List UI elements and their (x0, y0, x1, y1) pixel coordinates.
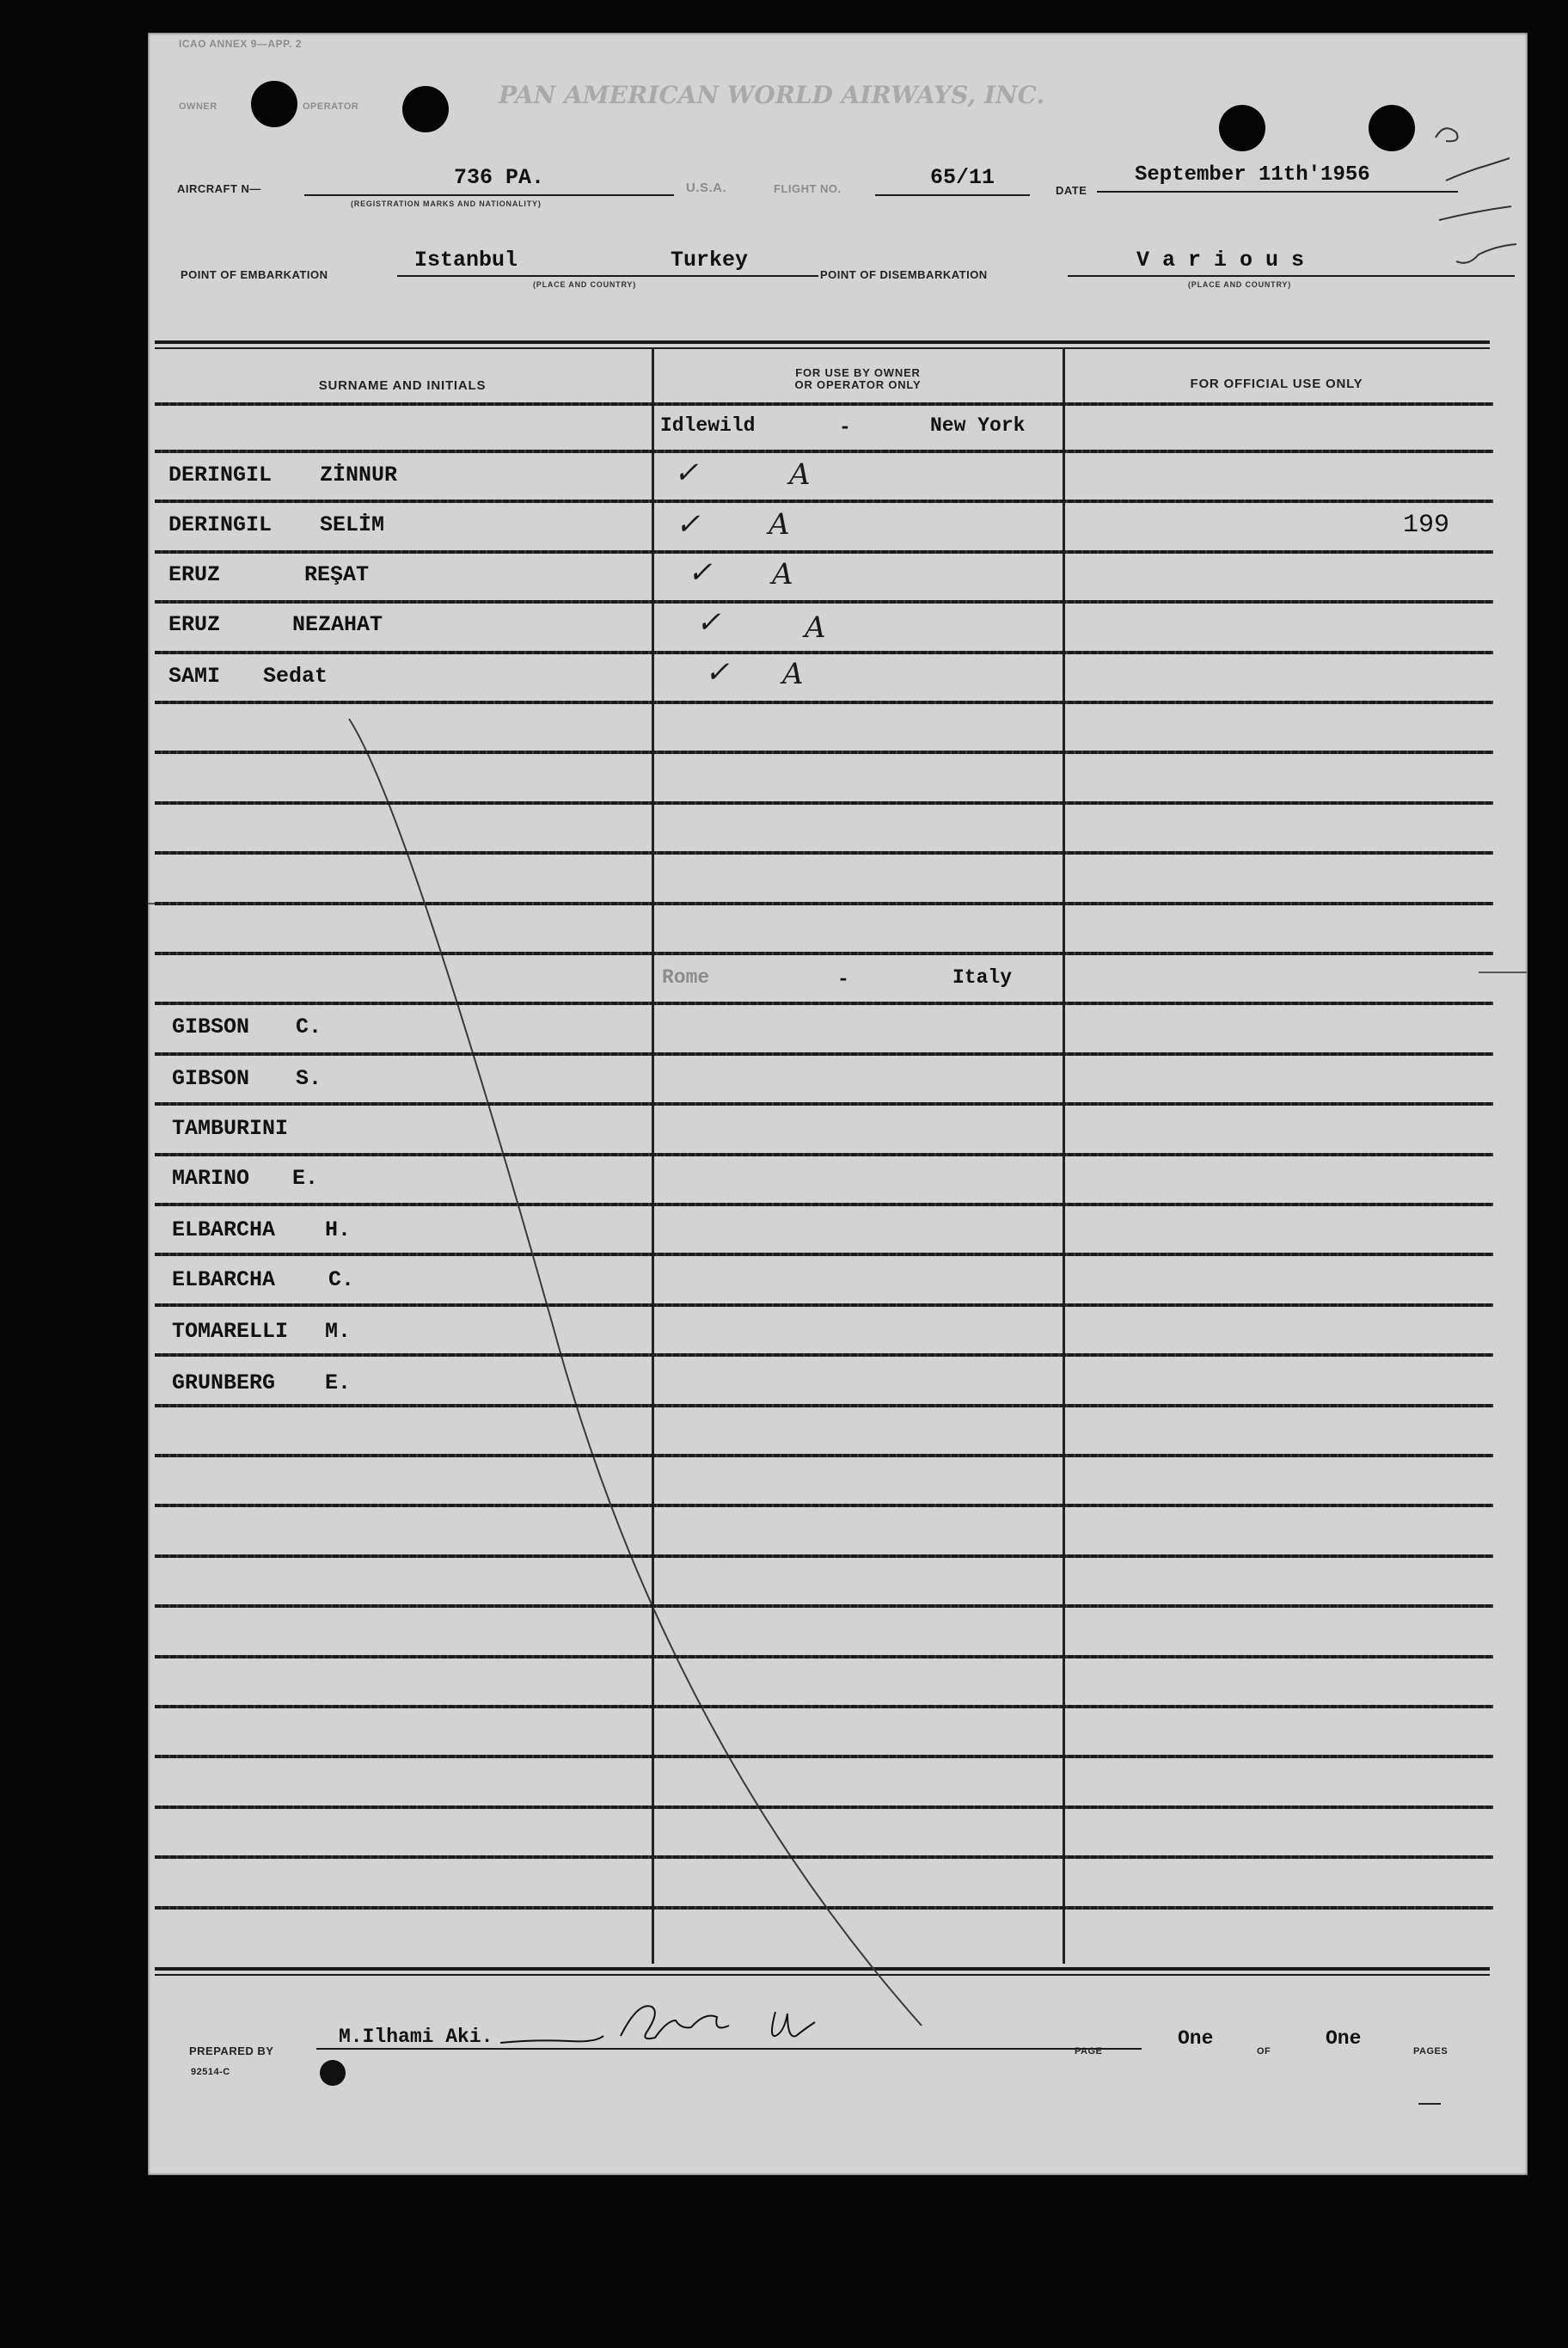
passenger-surname: ERUZ (168, 562, 221, 587)
passenger-surname: MARINO (172, 1166, 250, 1191)
passenger-surname: ELBARCHA (172, 1267, 276, 1292)
embark-city: Istanbul (414, 248, 518, 273)
handwritten-mark: A (805, 610, 826, 645)
stamp-dot (320, 2060, 346, 2086)
disembark-label: POINT OF DISEMBARKATION (820, 268, 988, 281)
passenger-surname: SAMI (168, 664, 221, 689)
table-rule-line (155, 1504, 1493, 1507)
owner-label: OWNER (179, 101, 217, 112)
table-rule-line (155, 801, 1493, 805)
margin-mark (1479, 972, 1527, 973)
passenger-initials: E. (325, 1370, 352, 1395)
table-rule-line (155, 1002, 1493, 1005)
aircraft-value: 736 PA. (454, 165, 545, 190)
table-rule-line (155, 1755, 1493, 1758)
handwritten-mark: A (789, 457, 811, 492)
passenger-initials: REŞAT (304, 562, 370, 587)
table-rule-line (155, 1554, 1493, 1558)
form-code: 92514-C (191, 2067, 230, 2077)
passenger-initials: C. (296, 1015, 322, 1039)
table-rule-line (155, 600, 1493, 604)
col-owner-header-2: OR OPERATOR ONLY (794, 378, 922, 391)
passenger-initials: C. (328, 1267, 355, 1292)
disembark-place-sublabel: (PLACE AND COUNTRY) (1188, 280, 1292, 289)
col-owner-header-1: FOR USE BY OWNER (795, 366, 921, 379)
nationality-value: U.S.A. (686, 181, 727, 195)
passenger-surname: TOMARELLI (172, 1319, 289, 1344)
passenger-surname: GRUNBERG (172, 1370, 276, 1395)
table-rule-line (155, 1303, 1493, 1307)
page-label: PAGE (1075, 2046, 1103, 2057)
page-value: One (1178, 2027, 1214, 2050)
route1-dash: - (839, 416, 851, 438)
table-rule-line (155, 1203, 1493, 1206)
handwritten-mark: A (769, 507, 790, 542)
margin-mark (1418, 2103, 1441, 2105)
check-mark: ✓ (705, 655, 730, 690)
table-rule-line (155, 450, 1493, 453)
annex-label: ICAO ANNEX 9—APP. 2 (179, 38, 302, 50)
table-rule-line (155, 1052, 1493, 1056)
table-rule-line (155, 550, 1493, 554)
route2-from: Rome (662, 966, 710, 989)
disembark-value: V a r i o u s (1136, 248, 1305, 273)
route1-from: Idlewild (660, 414, 756, 437)
signature (492, 1986, 887, 2063)
check-mark: ✓ (696, 605, 721, 640)
route2-to: Italy (952, 966, 1013, 989)
table-rule-line (155, 1705, 1493, 1708)
aircraft-label: AIRCRAFT N— (177, 182, 261, 195)
date-label: DATE (1056, 184, 1087, 197)
check-mark: ✓ (676, 507, 701, 542)
passenger-initials: Sedat (263, 664, 328, 689)
passenger-initials: ZİNNUR (320, 463, 398, 487)
official-number: 199 (1403, 511, 1450, 540)
passenger-initials: H. (325, 1217, 352, 1242)
col-surname-header: SURNAME AND INITIALS (318, 378, 487, 393)
passenger-surname: ELBARCHA (172, 1217, 276, 1242)
date-value: September 11th'1956 (1135, 163, 1370, 187)
embark-label: POINT OF EMBARKATION (181, 268, 328, 281)
route2-dash: - (837, 968, 849, 990)
handwritten-mark: A (782, 657, 804, 691)
passenger-surname: GIBSON (172, 1015, 250, 1039)
prepared-value: M.Ilhami Aki. (339, 2026, 493, 2048)
table-rule-line (155, 902, 1493, 905)
table-rule-line (155, 1153, 1493, 1156)
of-label: OF (1257, 2046, 1271, 2057)
table-rule-line (155, 952, 1493, 955)
passenger-surname: TAMBURINI (172, 1116, 289, 1141)
table-rule-line (155, 851, 1493, 855)
flight-label: FLIGHT NO. (774, 182, 842, 195)
table-rule-line (155, 1404, 1493, 1407)
handwritten-mark: A (772, 557, 793, 592)
table-rule-line (155, 1906, 1493, 1910)
passenger-surname: DERINGIL (168, 512, 273, 537)
passenger-initials: E. (292, 1166, 319, 1191)
flight-value: 65/11 (930, 165, 995, 190)
table-rule-line (155, 402, 1493, 406)
passenger-surname: DERINGIL (168, 463, 273, 487)
embark-place-sublabel: (PLACE AND COUNTRY) (533, 280, 637, 289)
passenger-initials: S. (296, 1066, 322, 1091)
of-value: One (1326, 2027, 1362, 2050)
passenger-initials: SELİM (320, 512, 385, 537)
passenger-surname: ERUZ (168, 612, 221, 637)
check-mark: ✓ (688, 555, 713, 590)
table-rule-line (155, 1805, 1493, 1809)
table-rule-line (155, 651, 1493, 654)
route1-to: New York (930, 414, 1026, 437)
table-rule-line (155, 701, 1493, 704)
table-rule-line (155, 1454, 1493, 1457)
table-rule-line (155, 1655, 1493, 1658)
embark-country: Turkey (671, 248, 749, 273)
table-rule-line (155, 1102, 1493, 1106)
table-rule-line (155, 1855, 1493, 1859)
check-mark: ✓ (674, 456, 699, 490)
table-rule-line (155, 1253, 1493, 1256)
table-rule-line (155, 1604, 1493, 1608)
operator-label: OPERATOR (303, 101, 359, 112)
registration-sublabel: (REGISTRATION MARKS AND NATIONALITY) (351, 199, 542, 208)
passenger-initials: M. (325, 1319, 352, 1344)
col-official-header: FOR OFFICIAL USE ONLY (1190, 377, 1363, 391)
table-rule-line (155, 751, 1493, 754)
pages-label: PAGES (1413, 2046, 1449, 2057)
passenger-surname: GIBSON (172, 1066, 250, 1091)
table-rule-line (155, 500, 1493, 503)
table-rule-line (155, 1353, 1493, 1357)
owner-operator-value: PAN AMERICAN WORLD AIRWAYS, INC. (499, 81, 1045, 109)
prepared-label: PREPARED BY (189, 2045, 274, 2057)
passenger-initials: NEZAHAT (292, 612, 383, 637)
